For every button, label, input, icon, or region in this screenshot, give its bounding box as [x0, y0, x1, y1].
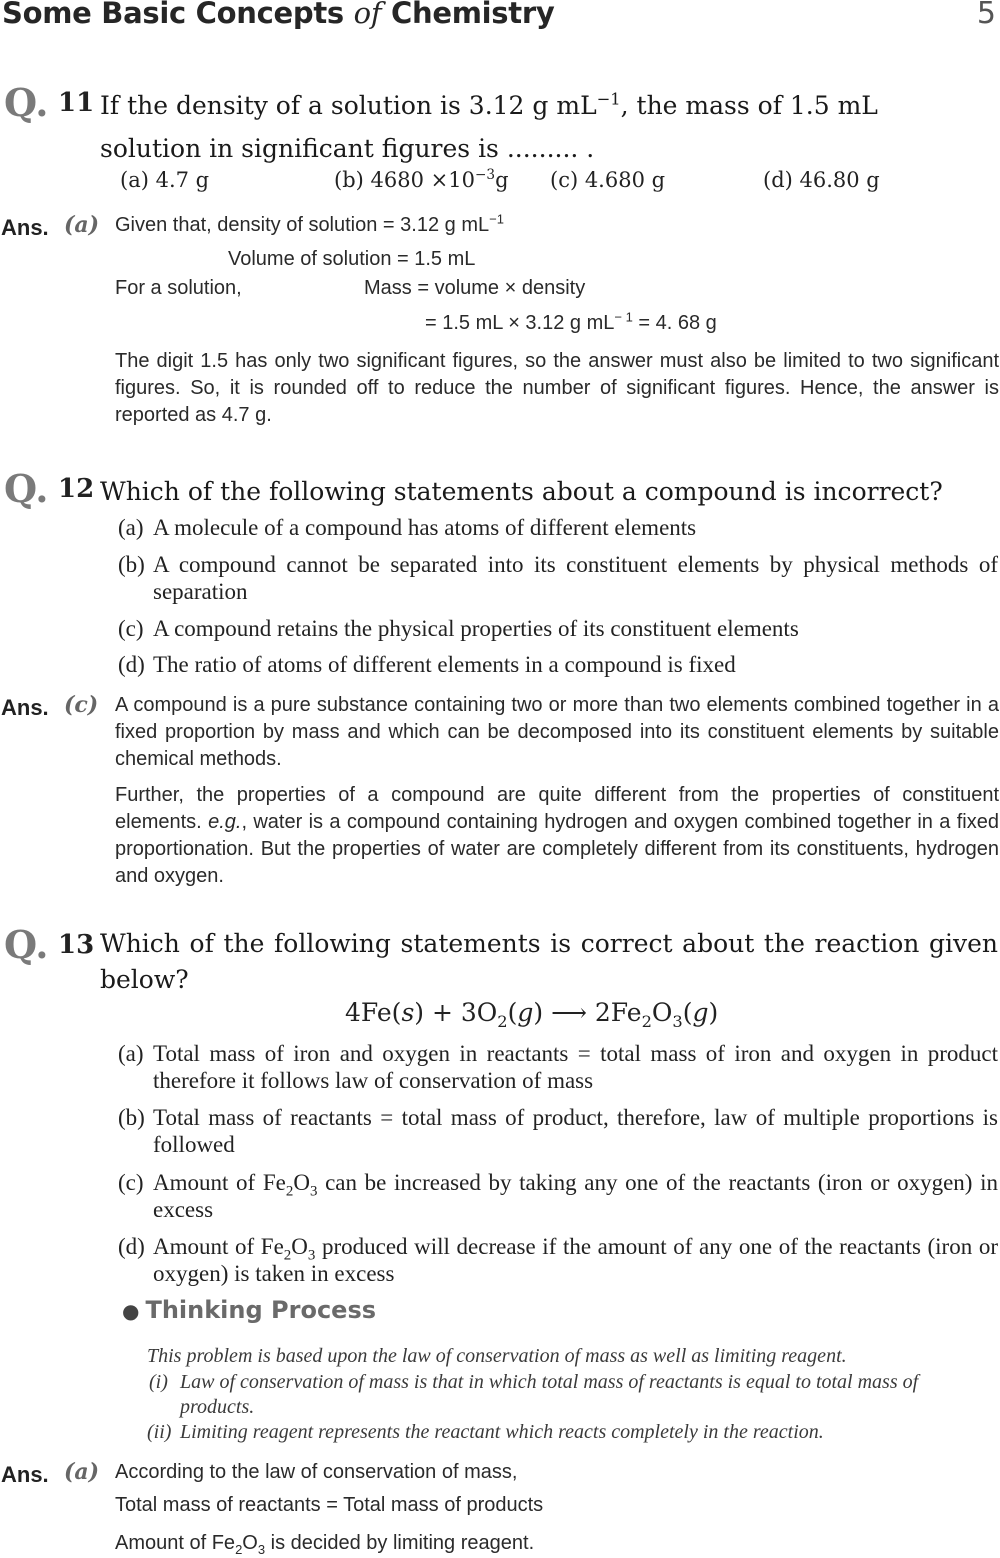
q11-opt-b-pre: (b) 4680 ×10: [334, 168, 475, 192]
reaction-equation: [345, 998, 719, 1031]
thinking-process-i: Law of conservation of mass is that in which total mass of reactants is equal to total mass of products.: [180, 1371, 919, 1418]
q13-opt-c-post: can be increased by taking any one of the reactants (iron or oxygen) in excess: [153, 1170, 998, 1222]
eq-sub-2: 2: [497, 1012, 508, 1031]
eq-state-g2: g: [692, 998, 709, 1027]
option-label-b-q12: (b): [118, 552, 145, 577]
option-label-c-q12: (c): [118, 616, 144, 641]
option-c-q12: [118, 615, 998, 642]
q11-line4-sup: − 1: [614, 309, 633, 325]
thinking-process-title: Thinking Process: [145, 1296, 377, 1324]
q13-ans3-mid: O: [242, 1532, 258, 1554]
q11-solution-line3-right: Mass = volume × density: [364, 277, 586, 299]
lightbulb-icon: ●: [122, 1299, 140, 1323]
eq-state-g1: g: [517, 998, 534, 1027]
option-d-q12: [118, 651, 998, 678]
q12-para2-pre: Further, the properties of a compound are quite different from the properties of constituent elements.: [115, 784, 999, 833]
option-a-q11: (a) 4.7 g: [120, 168, 210, 192]
q11-line4-pre: = 1.5 mL × 3.12 g mL: [425, 312, 615, 334]
q12-explanation-1: A compound is a pure substance containing two or more than two elements combined together in a fixed proportion by mass and which can be decomposed into its constituent elements by suitable chemical methods.: [115, 694, 999, 770]
q13-opt-c-mid: O: [293, 1170, 310, 1195]
option-label-a-q13: (a): [118, 1041, 144, 1066]
eq-sub-5: 3: [672, 1012, 683, 1031]
q11-solution-line1: [115, 212, 504, 239]
q11-opt-b-sup: −3: [474, 167, 496, 183]
option-text-c-q12: A compound retains the physical properties of its constituent elements: [153, 616, 799, 641]
q11-solution-line3-left: For a solution,: [115, 277, 242, 299]
answer-label-q12: Ans.: [1, 695, 49, 720]
answer-key-q12: (c): [64, 692, 99, 718]
question-number-q11: 11: [58, 88, 95, 118]
q11-solution-line2: Volume of solution = 1.5 mL: [228, 248, 476, 270]
q13-opt-c-sub2: 3: [309, 1183, 318, 1200]
q13-solution-line2: Total mass of reactants = Total mass of products: [115, 1494, 544, 1516]
q11-text-b: , the mass of 1.5 mL: [620, 91, 878, 120]
q13-opt-c-pre: Amount of Fe: [153, 1170, 286, 1195]
option-text-b-q13: Total mass of reactants = total mass of product, therefore, law of multiple proportions is followed: [153, 1105, 998, 1157]
option-d-q13: [118, 1233, 998, 1287]
option-b-q11: [334, 168, 509, 192]
q11-explanation: The digit 1.5 has only two significant figures, so the answer must also be limited to two significant figures. So, it is rounded off to reduce the number of significant figures. Hence, the answer is reported as 4.7 g.: [115, 350, 999, 426]
option-text-b-q12: A compound cannot be separated into its constituent elements by physical methods of separation: [153, 552, 998, 604]
option-label-b-q13: (b): [118, 1105, 145, 1130]
q13-opt-d-sub2: 3: [307, 1247, 316, 1264]
q13-opt-d-post: produced will decrease if the amount of any one of the reactants (iron or oxygen) is taken in excess: [153, 1234, 998, 1286]
option-b-q12: [118, 551, 998, 605]
eq-part-7: ): [708, 998, 719, 1027]
option-c-q13: [118, 1169, 998, 1223]
option-label-d-q13: (d): [118, 1234, 145, 1259]
question-mark-q11: Q.: [4, 80, 49, 125]
options-q11: [120, 168, 980, 202]
q11-solution-line4: [425, 310, 717, 337]
q13-solution-line3: [115, 1530, 534, 1557]
q11-text-a: If the density of a solution is 3.12 g mL: [100, 91, 597, 120]
question-text-q11-line2: solution in significant figures is ......... .: [100, 134, 595, 163]
option-text-d-q13: [153, 1233, 998, 1287]
thinking-process-i-label: (i): [149, 1371, 168, 1393]
eq-part-2: ) + 3O: [414, 998, 498, 1027]
eq-part-6: (: [682, 998, 693, 1027]
question-text-q13: Which of the following statements is correct about the reaction given below?: [100, 929, 998, 994]
answer-label-q13: Ans.: [1, 1462, 49, 1487]
q12-para2-post: , water is a compound containing hydrogen and oxygen combined together in a fixed proportionation. But the properties of water are completely different from its constituents, hydrogen and oxygen.: [115, 811, 999, 887]
option-c-q11: (c) 4.680 g: [550, 168, 666, 192]
question-mark-q12: Q.: [4, 466, 49, 511]
thinking-process-ii: Limiting reagent represents the reactant which reacts completely in the reaction.: [180, 1421, 824, 1443]
eq-part-5: O: [651, 998, 673, 1027]
thinking-process-intro: This problem is based upon the law of conservation of mass as well as limiting reagent.: [147, 1345, 847, 1367]
option-label-a-q12: (a): [118, 515, 144, 540]
eq-state-s: s: [401, 998, 415, 1027]
header-title-of: of: [353, 0, 382, 30]
header-title-right: Chemistry: [391, 0, 555, 30]
question-number-q12: 12: [58, 474, 95, 504]
q13-solution-line1: According to the law of conservation of mass,: [115, 1461, 518, 1483]
header-title-left: Some Basic Concepts: [2, 0, 344, 30]
option-label-c-q13: (c): [118, 1170, 144, 1195]
q11-line1-sup: −1: [489, 211, 504, 227]
answer-key-q11: (a): [64, 212, 100, 238]
answer-label-q11: Ans.: [1, 215, 49, 240]
option-label-d-q12: (d): [118, 652, 145, 677]
q13-ans3-pre: Amount of Fe: [115, 1532, 236, 1554]
question-mark-q13: Q.: [4, 922, 49, 967]
q13-ans3-post: is decided by limiting reagent.: [265, 1532, 535, 1554]
running-header-title: [2, 0, 554, 30]
q13-opt-d-pre: Amount of Fe: [153, 1234, 284, 1259]
option-d-q11: (d) 46.80 g: [763, 168, 880, 192]
eq-sub-4: 2: [641, 1012, 652, 1031]
option-b-q13: [118, 1104, 998, 1158]
option-text-a-q12: A molecule of a compound has atoms of different elements: [153, 515, 697, 540]
answer-key-q13: (a): [64, 1459, 100, 1485]
q13-opt-c-sub1: 2: [285, 1183, 294, 1200]
thinking-process-heading: [122, 1296, 376, 1324]
thinking-process-ii-label: (ii): [147, 1421, 172, 1443]
eq-part-3: (: [507, 998, 518, 1027]
page-number: 5: [976, 0, 996, 31]
q13-ans3-sub2: 3: [257, 1542, 266, 1557]
q11-text-sup: −1: [596, 89, 621, 109]
question-text-q12: Which of the following statements about a compound is incorrect?: [100, 477, 943, 506]
question-text-q11: [100, 84, 998, 128]
q13-opt-d-mid: O: [291, 1234, 308, 1259]
eq-part-1: 4Fe(: [345, 998, 402, 1027]
q11-opt-b-post: g: [495, 168, 509, 192]
q11-line1-pre: Given that, density of solution = 3.12 g mL: [115, 214, 490, 236]
q13-opt-d-sub1: 2: [283, 1247, 292, 1264]
q12-explanation-2: [115, 782, 999, 890]
q12-para2-eg: e.g.: [208, 811, 242, 833]
q13-ans3-sub1: 2: [235, 1542, 243, 1557]
question-number-q13: 13: [58, 930, 95, 960]
option-a-q12: [118, 514, 998, 541]
option-a-q13: [118, 1040, 998, 1094]
eq-part-4: ) ⟶ 2Fe: [533, 998, 642, 1027]
option-text-d-q12: The ratio of atoms of different elements in a compound is fixed: [153, 652, 736, 677]
option-text-a-q13: Total mass of iron and oxygen in reactants = total mass of iron and oxygen in product therefore it follows law of conservation of mass: [153, 1041, 998, 1093]
option-text-c-q13: [153, 1169, 998, 1223]
q11-line4-post: = 4. 68 g: [632, 312, 717, 334]
